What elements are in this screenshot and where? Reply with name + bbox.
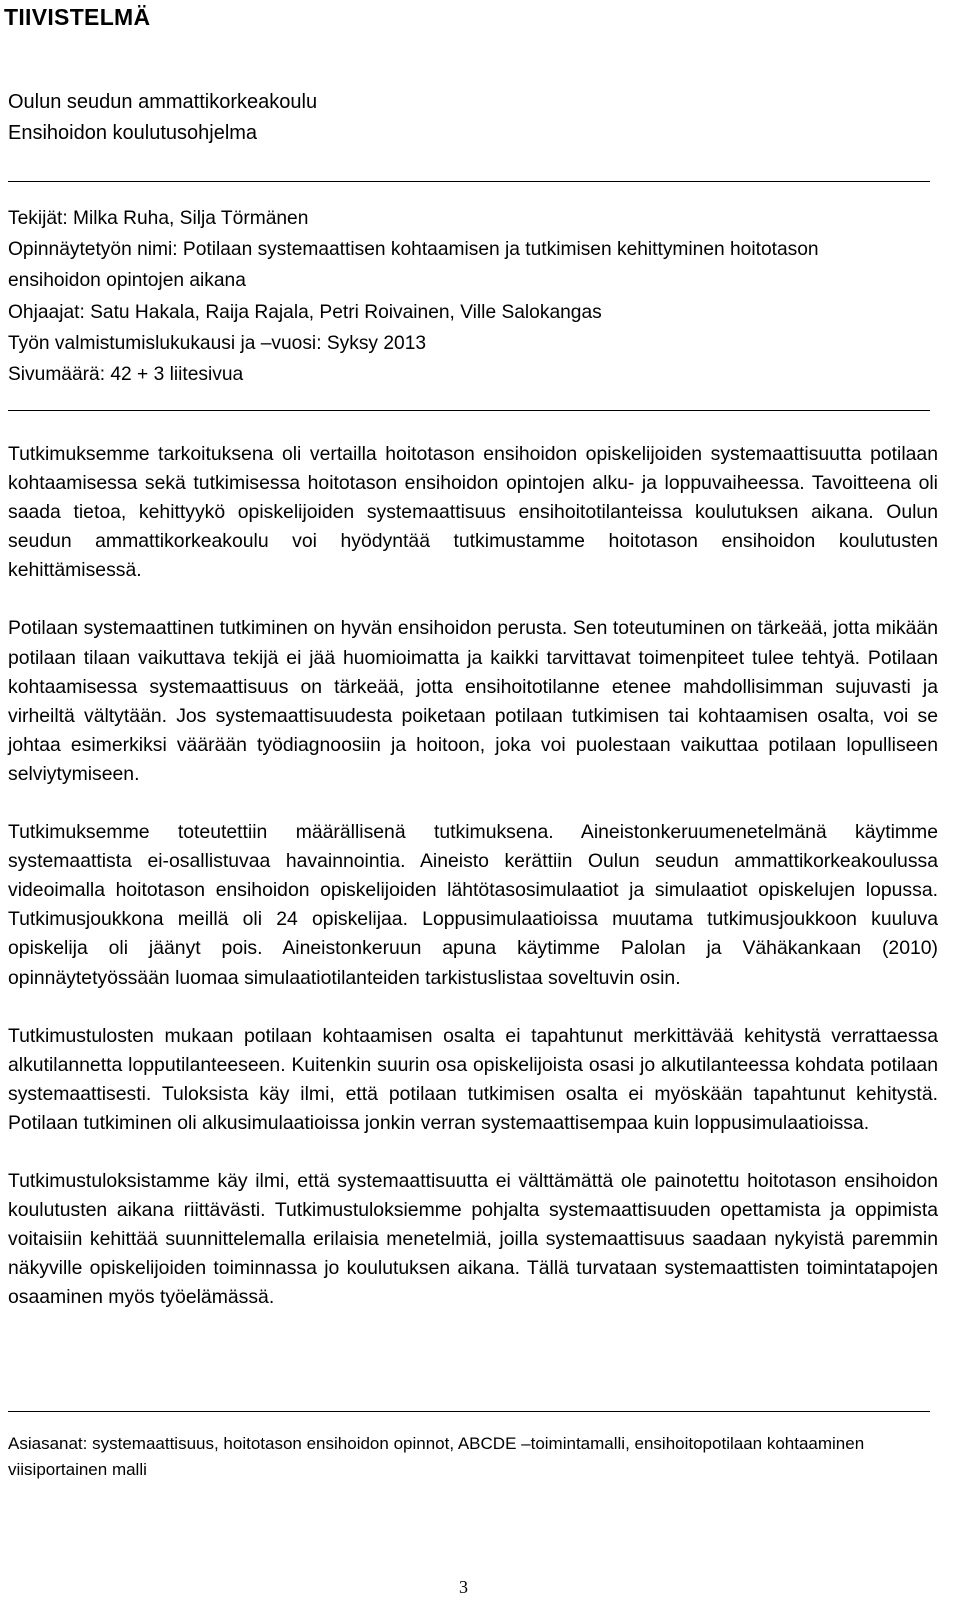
- metadata-block: [8, 203, 933, 390]
- divider-bottom: [8, 1411, 930, 1412]
- abstract-paragraph-4: Tutkimustulosten mukaan potilaan kohtaamisen osalta ei tapahtunut merkittävää kehitystä verrattaessa alkutilannetta lopputilanteeseen. Kuitenkin suurin osa opiskelijoista osasi jo alkutilanteessa kohdata potilaan systemaattisesti. Tuloksista käy ilmi, että potilaan tutkimisen osalta ei myöskään tapahtunut kehitystä. Potilaan tutkiminen oli alkusimulaatioissa jonkin verran systemaattisempaa kuin loppusimulaatioissa.: [8, 1024, 938, 1134]
- divider-top: [8, 181, 930, 182]
- organization-block: [8, 87, 317, 149]
- school-name: Oulun seudun ammattikorkeakoulu: [8, 91, 318, 113]
- keywords: Asiasanat: systemaattisuus, hoitotason ensihoidon opinnot, ABCDE –toimintamalli, ensihoitopotilaan kohtaaminen viisiportainen malli: [8, 1434, 865, 1479]
- abstract-paragraph-3: Tutkimuksemme toteutettiin määrällisenä tutkimuksena. Aineistonkeruumenetelmänä käytimme systemaattista ei-osallistuvaa havainnointia. Aineisto kerättiin Oulun seudun ammattikorkeakoulussa videoimalla hoitotason ensihoidon opiskelijoiden lähtötasosimulaatiot ja simulaatiot opiskelujen lopussa. Tutkimusjoukkona meillä oli 24 opiskelijaa. Loppusimulaatioissa muutama tutkimusjoukkoon kuuluva opiskelija oli jäänyt pois. Aineistonkeruun apuna käytimme Palolan ja Vähäkankaan (2010) opinnäytetyössään luomaa simulaatiotilanteiden tarkistuslistaa soveltuvin osin.: [8, 821, 938, 989]
- abstract-paragraph-5: Tutkimustuloksistamme käy ilmi, että systemaattisuutta ei välttämättä ole painotettu hoitotason ensihoidon koulutusten aikana riittävästi. Tutkimustuloksiemme pohjalta systemaattisuuden opettamista ja oppimista voitaisiin kehittää suunnittelemalla erilaisia menetelmiä, joilla systemaattisuus saadaan nykyistä paremmin näkyville opiskelijoiden toiminnassa jo koulutuksen aikana. Tällä turvataan systemaattisten toimintatapojen osaaminen myös työelämässä.: [8, 1169, 938, 1309]
- page-number: 3: [459, 1577, 468, 1597]
- completion-term: Työn valmistumislukukausi ja –vuosi: Syksy 2013: [8, 332, 427, 354]
- program-name: Ensihoidon koulutusohjelma: [8, 122, 258, 144]
- page-count: Sivumäärä: 42 + 3 liitesivua: [8, 364, 244, 386]
- thesis-title-line1: Opinnäytetyön nimi: Potilaan systemaattisen kohtaamisen ja tutkimisen kehittyminen hoitotason: [8, 239, 819, 261]
- page-heading: TIIVISTELMÄ: [4, 4, 151, 30]
- abstract-paragraph-1: Tutkimuksemme tarkoituksena oli vertailla hoitotason ensihoidon opiskelijoiden systemaattisuutta potilaan kohtaamisessa sekä tutkimisessa hoitotason ensihoidon opintojen alku- ja loppuvaiheessa. Tavoitteena oli saada tietoa, kehittyykö opiskelijoiden systemaattisuus ensihoitotilanteissa koulutuksen aikana. Oulun seudun ammattikorkeakoulu voi hyödyntää tutkimustamme hoitotason ensihoidon koulutusten kehittämisessä.: [8, 443, 938, 582]
- thesis-title-line2: ensihoidon opintojen aikana: [8, 270, 246, 292]
- abstract-paragraph-2: Potilaan systemaattinen tutkiminen on hyvän ensihoidon perusta. Sen toteutuminen on tärkeää, jotta mikään potilaan tilaan vaikuttava tekijä ei jää huomioimatta ja kaikki tarvittavat toimenpiteet tulee tehtyä. Potilaan kohtaamisessa systemaattisuus on tärkeää, jotta ensihoitotilanne etenee mahdollisimman sujuvasti ja virheiltä vältytään. Jos systemaattisuudesta poiketaan potilaan tutkimisen tai kohtaamisen osalta, voi se johtaa esimerkiksi väärään työdiagnoosiin ja hoitoon, joka voi puolestaan vaikuttaa potilaan lopulliseen selviytymiseen.: [8, 617, 938, 785]
- abstract-body: [8, 440, 938, 1341]
- divider-middle: [8, 410, 930, 411]
- supervisors: Ohjaajat: Satu Hakala, Raija Rajala, Petri Roivainen, Ville Salokangas: [8, 301, 602, 323]
- authors: Tekijät: Milka Ruha, Silja Törmänen: [8, 208, 309, 229]
